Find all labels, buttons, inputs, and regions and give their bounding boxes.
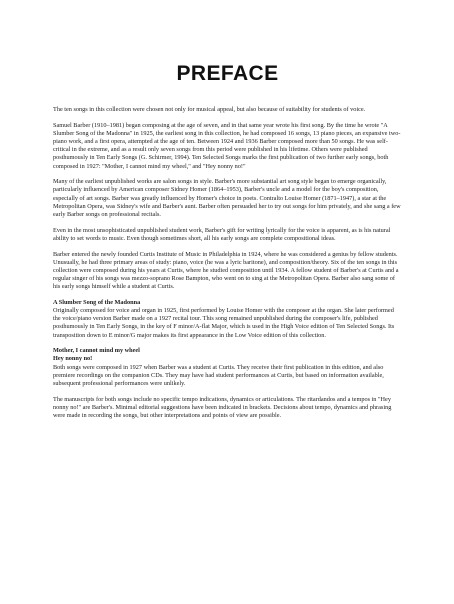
section-body: Originally composed for voice and organ in 1925, first performed by Louise Homer with the composer at the organ. She later performed the voice/piano version Barber made on a 1927 recital tour. This song remained unpublished during the composer's life, published posthumously in Ten Early Songs, in the key of F minor/A-flat Major, which is used in the High Voice edition of Ten Selected Songs. Its transposition down to E minor/G major makes its first appearance in the Low Voice edition of this collection. (53, 307, 395, 339)
section-body: Both songs were composed in 1927 when Barber was a student at Curtis. They receive their first publication in this edition, and also premiere recordings on the companion CDs. They may have had student performances at Curtis, but based on information available, subsequent professional performances were unlikely. (53, 363, 384, 387)
mother-hey-nonny-section (53, 347, 402, 388)
section-subheading: Hey nonny no! (53, 355, 93, 363)
biography-paragraph: Samuel Barber (1910–1981) began composing at the age of seven, and in that same year wrote his first song. By the time he wrote "A Slumber Song of the Madonna" in 1925, the earliest song in this collection, he had composed 16 songs, 13 piano pieces, an expansive two-piano work, and a first opera, attempted at the age of ten. Between 1924 and 1936 Barber composed more than 50 songs. He was self-critical in the extreme, and as a result only seven songs from this period were published in his lifetime. Others were published posthumously in Ten Early Songs (G. Schirmer, 1994). Ten Selected Songs marks the first publication of two further early songs, both composed in 1927: "Mother, I cannot mind my wheel," and "Hey nonny no!" (53, 121, 401, 170)
closing-paragraph: The manuscripts for both songs include no specific tempo indications, dynamics or articulations. The ritardandos and a tempos in "Hey nonny no!" are Barber's. Minimal editorial suggestions have been indicated in brackets. Decisions about tempo, dynamics and phrasing were made in recording the songs, but other interpretations and points of view are possible. (53, 395, 392, 419)
intro-paragraph: The ten songs in this collection were chosen not only for musical appeal, but also because of suitability for students of voice. (53, 106, 366, 113)
page-title: PREFACE (176, 62, 279, 85)
section-heading: Mother, I cannot mind my wheel (53, 347, 140, 355)
curtis-paragraph: Barber entered the newly founded Curtis Institute of Music in Philadelphia in 1924, where he was considered a genius by fellow students. Unusually, he had three primary areas of study: piano, voice (he was a lyric baritone), and composition/theory. Six of the ten songs in this collection were composed during his years at Curtis, where he studied composition until 1934. A fellow student of Barber's at Curtis and a regular singer of his songs was mezzo-soprano Rose Bampton, who went on to sing at the Metropolitan Opera. Barber also sang some of his early songs himself while a student at Curtis. (53, 250, 399, 291)
student-work-paragraph: Even in the most unsophisticated unpublished student work, Barber's gift for writing lyrically for the voice is apparent, as is his natural ability to set words to music. Even though sometimes short, all his early songs are complete compositional ideas. (53, 226, 391, 242)
slumber-song-section (53, 299, 402, 340)
influences-paragraph: Many of the earliest unpublished works are salon songs in style. Barber's more substantial art song style began to emerge organically, particularly influenced by American composer Sidney Homer (1864–1953), Barber's uncle and a model for the boy's composition, especially of art songs. Barber was greatly influenced by Homer's choice in poets. Contralto Louise Homer (1871–1947), a star at the Metropolitan Opera, was Sidney's wife and Barber's aunt. Barber often persuaded her to try out songs for him privately, and she sang a few early Barber songs on professional recitals. (53, 178, 401, 218)
section-heading: A Slumber Song of the Madonna (53, 298, 141, 306)
